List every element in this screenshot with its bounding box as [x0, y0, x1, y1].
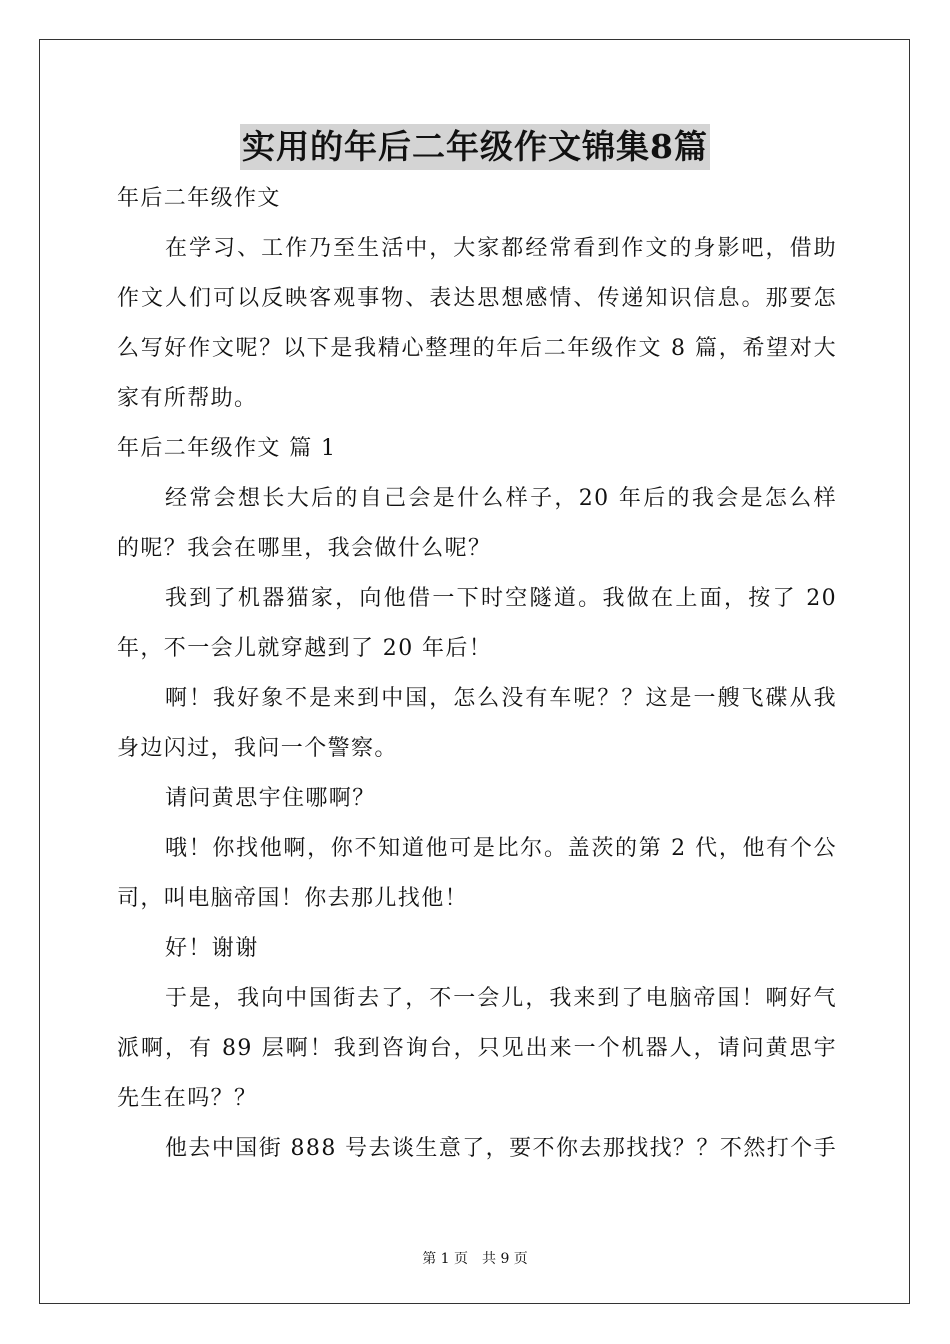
text-line: 请问黄思宇住哪啊？	[165, 786, 376, 811]
page-footer	[0, 1248, 950, 1268]
text-line: 啊！我好象不是来到中国，怎么没有车呢？？这是一艘飞碟从我	[165, 686, 837, 711]
text-line: 年，不一会儿就穿越到了 20 年后！	[117, 636, 493, 661]
text-line: 身边闪过，我问一个警察。	[117, 736, 398, 761]
text-line: 年后二年级作文	[117, 186, 281, 211]
text-line: 于是，我向中国街去了，不一会儿，我来到了电脑帝国！啊好气	[165, 986, 837, 1011]
text-line: 作文人们可以反映客观事物、表达思想感情、传递知识信息。那要怎	[117, 286, 837, 311]
text-line: 好！谢谢	[165, 936, 259, 961]
text-line: 派啊，有 89 层啊！我到咨询台，只见出来一个机器人，请问黄思宇	[117, 1036, 837, 1061]
text-line: 我到了机器猫家，向他借一下时空隧道。我做在上面，按了 20	[165, 586, 837, 611]
title-block	[0, 124, 950, 170]
text-line: 司，叫电脑帝国！你去那儿找他！	[117, 886, 469, 911]
text-line: 的呢？我会在哪里，我会做什么呢？	[117, 536, 492, 561]
text-line: 经常会想长大后的自己会是什么样子，20 年后的我会是怎么样	[165, 486, 837, 511]
text-line: 先生在吗？？	[117, 1086, 258, 1111]
text-line: 在学习、工作乃至生活中，大家都经常看到作文的身影吧，借助	[165, 236, 837, 261]
text-line: 年后二年级作文 篇 1	[117, 436, 337, 461]
document-title: 实用的年后二年级作文锦集8篇	[240, 124, 710, 170]
text-line: 哦！你找他啊，你不知道他可是比尔。盖茨的第 2 代，他有个公	[165, 836, 837, 861]
page-total: 共 9 页	[482, 1251, 528, 1267]
document-body	[117, 177, 837, 1177]
text-line: 家有所帮助。	[117, 386, 258, 411]
text-line: 他去中国街 888 号去谈生意了，要不你去那找找？？不然打个手	[165, 1136, 837, 1161]
text-line: 么写好作文呢？以下是我精心整理的年后二年级作文 8 篇，希望对大	[117, 336, 837, 361]
page-number: 第 1 页	[422, 1251, 468, 1267]
